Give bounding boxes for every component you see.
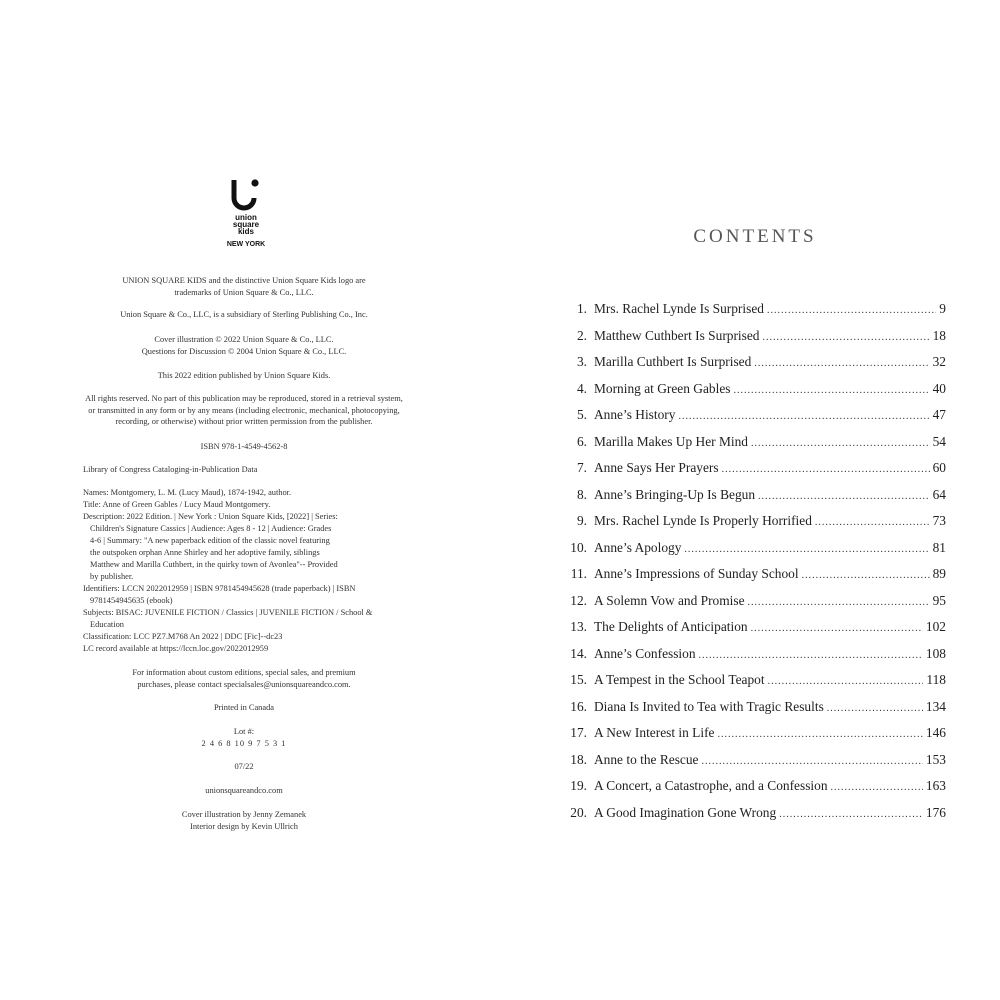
toc-number: 4. [576,380,587,396]
toc-page-number: 64 [932,486,946,502]
toc-entry [560,805,946,832]
toc-page-number: 134 [925,698,946,714]
toc-entry [560,328,946,355]
catalog-line: LC record available at https://lccn.loc.gov/2022012959 [83,644,269,653]
catalog-line: Education [90,620,124,629]
toc-number: 8. [576,486,587,502]
catalog-line: Matthew and Marilla Cuthbert, in the quirky town of Avonlea"-- Provided [90,560,338,569]
illustration-copyright [60,334,428,357]
toc-dot-leader [684,544,929,555]
toc-chapter-title: A Concert, a Catastrophe, and a Confession [594,778,828,793]
toc-dot-leader [751,438,930,449]
toc-chapter-title: Marilla Makes Up Her Mind [594,433,748,449]
special-sales-line-1: For information about custom editions, special sales, and premium [132,668,356,677]
toc-page-number: 47 [932,407,946,422]
toc-number: 19. [570,778,587,793]
toc-entry [560,778,946,805]
toc-number: 5. [576,407,587,422]
toc-number: 18. [570,751,587,767]
table-of-contents [560,301,946,831]
toc-number: 13. [570,619,587,634]
logo-city: NEW YORK [226,241,266,248]
rights-line-2: or transmitted in any form or by any means (including electronic, mechanical, photocopying, [88,405,400,415]
toc-entry [560,381,946,408]
toc-entry [560,672,946,699]
toc-entry [560,434,946,461]
publisher-logo [216,160,276,248]
toc-number: 11. [570,566,587,581]
rights-line-1: All rights reserved. No part of this publication may be reproduced, stored in a retrieval system, [85,394,403,403]
toc-entry [560,699,946,726]
trademark-line-2: trademarks of Union Square & Co., LLC. [174,287,314,297]
logo-line-kids: kids [237,227,254,236]
toc-page-number: 60 [932,460,946,475]
logo-line-union: union [235,213,257,222]
interior-credit: Interior design by Kevin Ullrich [190,821,298,831]
toc-page-number: 40 [932,380,946,396]
catalog-line: 4-6 | Summary: "A new paperback edition of the classic novel featuring [90,536,330,545]
toc-chapter-title: Matthew Cuthbert Is Surprised [594,327,760,343]
toc-entry [560,460,946,487]
trademark-notice [60,275,428,298]
catalog-line: Identifiers: LCCN 2022012959 | ISBN 9781454945628 (trade paperback) | ISBN [83,584,356,593]
publisher-website: unionsquareandco.com [205,786,283,795]
toc-entry [560,540,946,567]
toc-entry [560,619,946,646]
toc-dot-leader [827,703,923,714]
trademark-line-1: UNION SQUARE KIDS and the distinctive Union Square Kids logo are [122,276,366,285]
toc-number: 6. [576,433,587,449]
lot-numbers: 2 4 6 8 10 9 7 5 3 1 [201,739,287,748]
toc-entry [560,513,946,540]
catalog-line: Description: 2022 Edition. | New York : Union Square Kids, [2022] | Series: [83,512,338,521]
toc-dot-leader [733,385,929,396]
catalog-line: Children's Signature Cassics | Audience: Ages 8 - 12 | Audience: Grades [90,524,332,533]
toc-chapter-title: A Solemn Vow and Promise [594,592,745,608]
toc-page-number: 54 [932,433,946,449]
toc-chapter-title: Anne’s Confession [594,645,696,661]
toc-number: 14. [570,645,587,661]
toc-page-number: 146 [925,725,946,740]
rights-line-3: recording, or otherwise) without prior written permission from the publisher. [115,417,373,427]
rights-notice [60,393,428,428]
toc-chapter-title: Anne’s History [594,407,676,422]
toc-entry [560,354,946,381]
toc-page-number: 73 [932,513,946,528]
toc-number: 17. [570,725,587,740]
toc-page-number: 9 [939,301,946,316]
toc-number: 1. [576,301,587,316]
questions-copyright: Questions for Discussion © 2004 Union Square & Co., LLC. [141,346,347,356]
toc-chapter-title: Morning at Green Gables [594,380,731,396]
toc-dot-leader [722,464,930,475]
toc-dot-leader [763,332,930,343]
cover-illustration-copyright: Cover illustration © 2022 Union Square & Co., LLC. [154,335,334,344]
toc-dot-leader [815,517,930,528]
toc-chapter-title: Mrs. Rachel Lynde Is Properly Horrified [594,513,812,528]
toc-page-number: 95 [932,592,946,608]
toc-entry [560,752,946,779]
toc-dot-leader [751,623,923,634]
toc-dot-leader [702,756,923,767]
union-square-kids-u-icon [228,178,264,214]
logo-line-square: square [232,220,260,229]
contents-heading: CONTENTS [693,226,817,247]
toc-number: 20. [570,804,587,820]
toc-entry [560,593,946,620]
toc-number: 16. [570,698,587,714]
catalog-line: Subjects: BISAC: JUVENILE FICTION / Classics | JUVENILE FICTION / School & [83,608,373,617]
isbn: ISBN 978-1-4549-4562-8 [200,442,288,451]
toc-entry [560,646,946,673]
subsidiary-notice: Union Square & Co., LLC, is a subsidiary of Sterling Publishing Co., Inc. [120,310,368,319]
toc-dot-leader [779,809,923,820]
toc-dot-leader [748,597,930,608]
toc-dot-leader [768,676,924,687]
toc-entry [560,566,946,593]
special-sales-line-2: purchases, please contact specialsales@unionsquareandco.com. [137,679,351,689]
toc-chapter-title: Marilla Cuthbert Is Surprised [594,354,752,369]
toc-dot-leader [802,570,930,581]
catalog-line: Title: Anne of Green Gables / Lucy Maud Montgomery. [83,500,271,509]
toc-number: 9. [576,513,587,528]
special-sales-notice [60,667,428,690]
toc-number: 15. [570,672,587,687]
toc-number: 7. [576,460,587,475]
credits [60,809,428,832]
toc-dot-leader [754,358,929,369]
toc-entry [560,487,946,514]
toc-page-number: 118 [926,672,946,687]
toc-chapter-title: A Good Imagination Gone Wrong [594,804,777,820]
toc-chapter-title: Anne’s Bringing-Up Is Begun [594,486,756,502]
loc-header: Library of Congress Cataloging-in-Publication Data [83,465,258,474]
toc-page-number: 18 [932,327,946,343]
toc-dot-leader [678,411,929,422]
toc-dot-leader [699,650,923,661]
toc-entry [560,725,946,752]
toc-page-number: 176 [925,804,946,820]
toc-entry [560,301,946,328]
toc-number: 3. [576,354,587,369]
toc-chapter-title: Mrs. Rachel Lynde Is Surprised [594,301,764,316]
catalog-line: Classification: LCC PZ7.M768 An 2022 | DDC [Fic]--dc23 [83,632,283,641]
toc-chapter-title: Anne to the Rescue [594,751,699,767]
cover-credit: Cover illustration by Jenny Zemanek [181,810,307,819]
printed-in: Printed in Canada [213,703,274,712]
toc-chapter-title: Anne Says Her Prayers [594,460,719,475]
catalog-line: by publisher. [90,572,134,581]
date-code: 07/22 [234,762,254,771]
toc-page-number: 108 [925,645,946,661]
toc-chapter-title: The Delights of Anticipation [594,619,748,634]
toc-page-number: 81 [932,539,946,555]
catalog-line: the outspoken orphan Anne Shirley and her adoptive family, siblings [90,548,320,557]
edition-notice: This 2022 edition published by Union Square Kids. [157,371,331,380]
toc-chapter-title: Anne’s Impressions of Sunday School [594,566,799,581]
toc-dot-leader [717,729,922,740]
toc-dot-leader [758,491,930,502]
toc-chapter-title: Anne’s Apology [594,539,682,555]
toc-page-number: 32 [932,354,946,369]
toc-number: 12. [570,592,587,608]
toc-entry [560,407,946,434]
catalog-line: 9781454945635 (ebook) [90,596,173,605]
toc-page-number: 89 [932,566,946,581]
catalog-line: Names: Montgomery, L. M. (Lucy Maud), 1874-1942, author. [83,488,292,497]
toc-page-number: 102 [925,619,946,634]
toc-chapter-title: Diana Is Invited to Tea with Tragic Results [594,698,824,714]
toc-page-number: 163 [925,778,946,793]
toc-number: 2. [576,327,587,343]
toc-dot-leader [767,305,936,316]
lot-label: Lot #: [233,727,255,736]
toc-chapter-title: A Tempest in the School Teapot [594,672,765,687]
toc-number: 10. [570,539,587,555]
toc-chapter-title: A New Interest in Life [594,725,715,740]
toc-page-number: 153 [925,751,946,767]
toc-dot-leader [831,782,923,793]
